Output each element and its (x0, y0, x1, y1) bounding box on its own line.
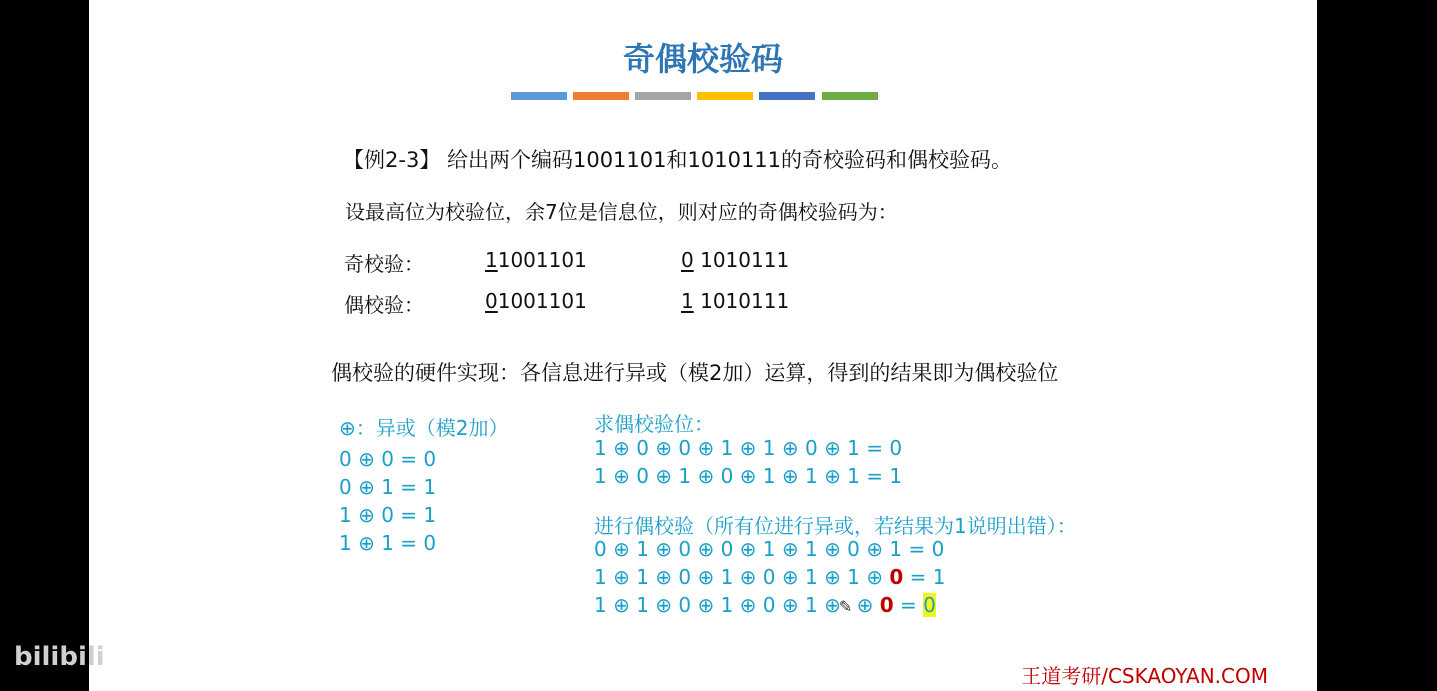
check-line-2: 1 ⊕ 1 ⊕ 0 ⊕ 1 ⊕ 0 ⊕ 1 ⊕ 1 ⊕ 0 = 1 (594, 565, 946, 589)
parity-calc-line: 1 ⊕ 0 ⊕ 0 ⊕ 1 ⊕ 1 ⊕ 0 ⊕ 1 = 0 (594, 436, 903, 460)
xor-rule: 1 ⊕ 0 = 1 (339, 503, 437, 527)
even-code-2: 1 1010111 (681, 289, 790, 313)
assumption-text: 设最高位为校验位，余7位是信息位，则对应的奇偶校验码为： (345, 200, 898, 224)
xor-rule: 0 ⊕ 0 = 0 (339, 447, 437, 471)
highlighted-result: 0 (923, 593, 936, 617)
odd-code-2: 0 1010111 (681, 248, 790, 272)
xor-rule: 1 ⊕ 1 = 0 (339, 531, 437, 555)
color-bar-6 (822, 92, 878, 100)
color-bar-4 (697, 92, 753, 100)
example-text: 【例2-3】 给出两个编码1001101和1010111的奇校验码和偶校验码。 (343, 148, 1013, 172)
slide-title: 奇偶校验码 (622, 40, 783, 78)
check-title: 进行偶校验（所有位进行异或，若结果为1说明出错）： (594, 514, 1077, 538)
bilibili-watermark-bottom: bilibili (14, 642, 105, 672)
xor-title: ⊕：异或（模2加） (339, 416, 509, 440)
hardware-text: 偶校验的硬件实现：各信息进行异或（模2加）运算，得到的结果即为偶校验位 (331, 361, 1059, 385)
slide (89, 0, 1317, 691)
footer-brand: 王道考研/CSKAOYAN.COM (1021, 664, 1268, 688)
color-bar-1 (511, 92, 567, 100)
parity-calc-title: 求偶校验位： (594, 412, 714, 436)
odd-code-1: 11001101 (485, 248, 587, 272)
even-code-1: 01001101 (485, 289, 587, 313)
pen-cursor-icon: ✎ (838, 597, 853, 616)
color-bar-5 (759, 92, 815, 100)
parity-calc-line: 1 ⊕ 0 ⊕ 1 ⊕ 0 ⊕ 1 ⊕ 1 ⊕ 1 = 1 (594, 464, 903, 488)
color-bar-3 (635, 92, 691, 100)
xor-rule: 0 ⊕ 1 = 1 (339, 475, 437, 499)
check-line-3: 1 ⊕ 1 ⊕ 0 ⊕ 1 ⊕ 0 ⊕ 1 ⊕✎ ⊕ 0 = 0 (594, 593, 936, 617)
even-label: 偶校验： (344, 293, 424, 317)
odd-label: 奇校验： (344, 252, 424, 276)
check-line-1: 0 ⊕ 1 ⊕ 0 ⊕ 0 ⊕ 1 ⊕ 1 ⊕ 0 ⊕ 1 = 0 (594, 537, 945, 561)
color-bar-2 (573, 92, 629, 100)
